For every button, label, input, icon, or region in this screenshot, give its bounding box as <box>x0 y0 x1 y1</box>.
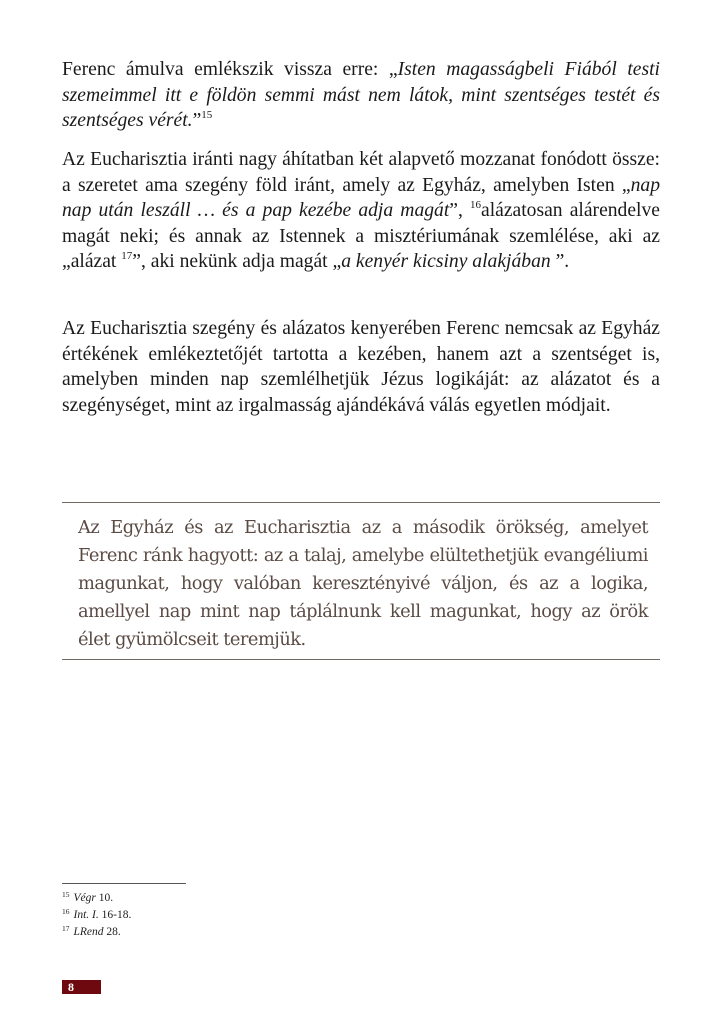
italic-quote: Isten magasságbeli Fiából testi szemeimmel itt e földön semmi mást nem látok, mint szentséges testét és szentséges vérét. <box>62 59 660 131</box>
paragraph-1 <box>62 57 660 134</box>
footnote-16 <box>62 907 131 924</box>
text-run: ”, aki nekünk adja magát „ <box>132 251 342 272</box>
text-run: ”, <box>449 200 470 221</box>
footnote-number: 17 <box>62 924 70 933</box>
paragraph-3 <box>62 316 660 418</box>
footnotes <box>62 890 131 941</box>
pull-quote-bottom-rule <box>62 659 660 660</box>
footnote-marker: 16 <box>470 199 481 211</box>
footnote-17 <box>62 924 131 941</box>
text-run: Ferenc ámulva emlékszik vissza erre: „ <box>62 59 398 80</box>
footnote-number: 16 <box>62 907 70 916</box>
footnote-ref: 10. <box>95 892 114 904</box>
pull-quote-top-rule <box>62 502 660 503</box>
footnote-ref: 28. <box>103 926 121 938</box>
text-run: ” <box>192 110 202 131</box>
paragraph-2 <box>62 147 660 275</box>
pull-quote: Az Egyház és az Eucharisztia az a második örökség, amelyet Ferenc ránk hagyott: az a talaj, amelybe elültethetjük evangéliumi magunkat, hogy valóban keresztényivé váljon, és az a logika, amellyel nap mint nap táplálnunk kell magunkat, hogy az örök élet gyümölcseit teremjük. <box>78 517 648 650</box>
text-run: Az Eucharisztia iránti nagy áhítatban két alapvető mozzanat fonódott össze: a szeretet ama szegény föld iránt, amely az Egyház, amelyben Isten „ <box>62 149 660 196</box>
footnote-source: Végr <box>73 892 96 904</box>
footnote-source: Int. I. <box>73 909 99 921</box>
footnote-source: LRend <box>73 926 104 938</box>
footnote-ref: 16-18. <box>98 909 132 921</box>
text-run: ”. <box>550 251 570 272</box>
text-run: Az Eucharisztia szegény és alázatos kenyerében Ferenc nemcsak az Egyház értékének emlékeztetőjét tartotta a kezében, hanem azt a szentséget is, amelyben minden nap szemlélhetjük Jézus logikáját: az alázatot és a szegénységet, mint az irgalmasság ajándékává válás egyetlen módjait. <box>62 318 660 416</box>
footnote-number: 15 <box>62 890 70 899</box>
footnote-marker: 15 <box>201 109 213 121</box>
footnote-15 <box>62 890 131 907</box>
footnote-separator <box>62 883 186 884</box>
text-run: alázatosan alárendelve magát neki; és annak az Istennek a misztériumának szemlélése, aki az „alázat <box>62 200 660 272</box>
page-number: 8 <box>62 980 101 994</box>
italic-quote: nap nap után leszáll … és a pap kezébe adja magát <box>62 174 660 221</box>
italic-quote: a kenyér kicsiny alakjában <box>341 251 551 272</box>
footnote-marker: 17 <box>121 250 133 262</box>
